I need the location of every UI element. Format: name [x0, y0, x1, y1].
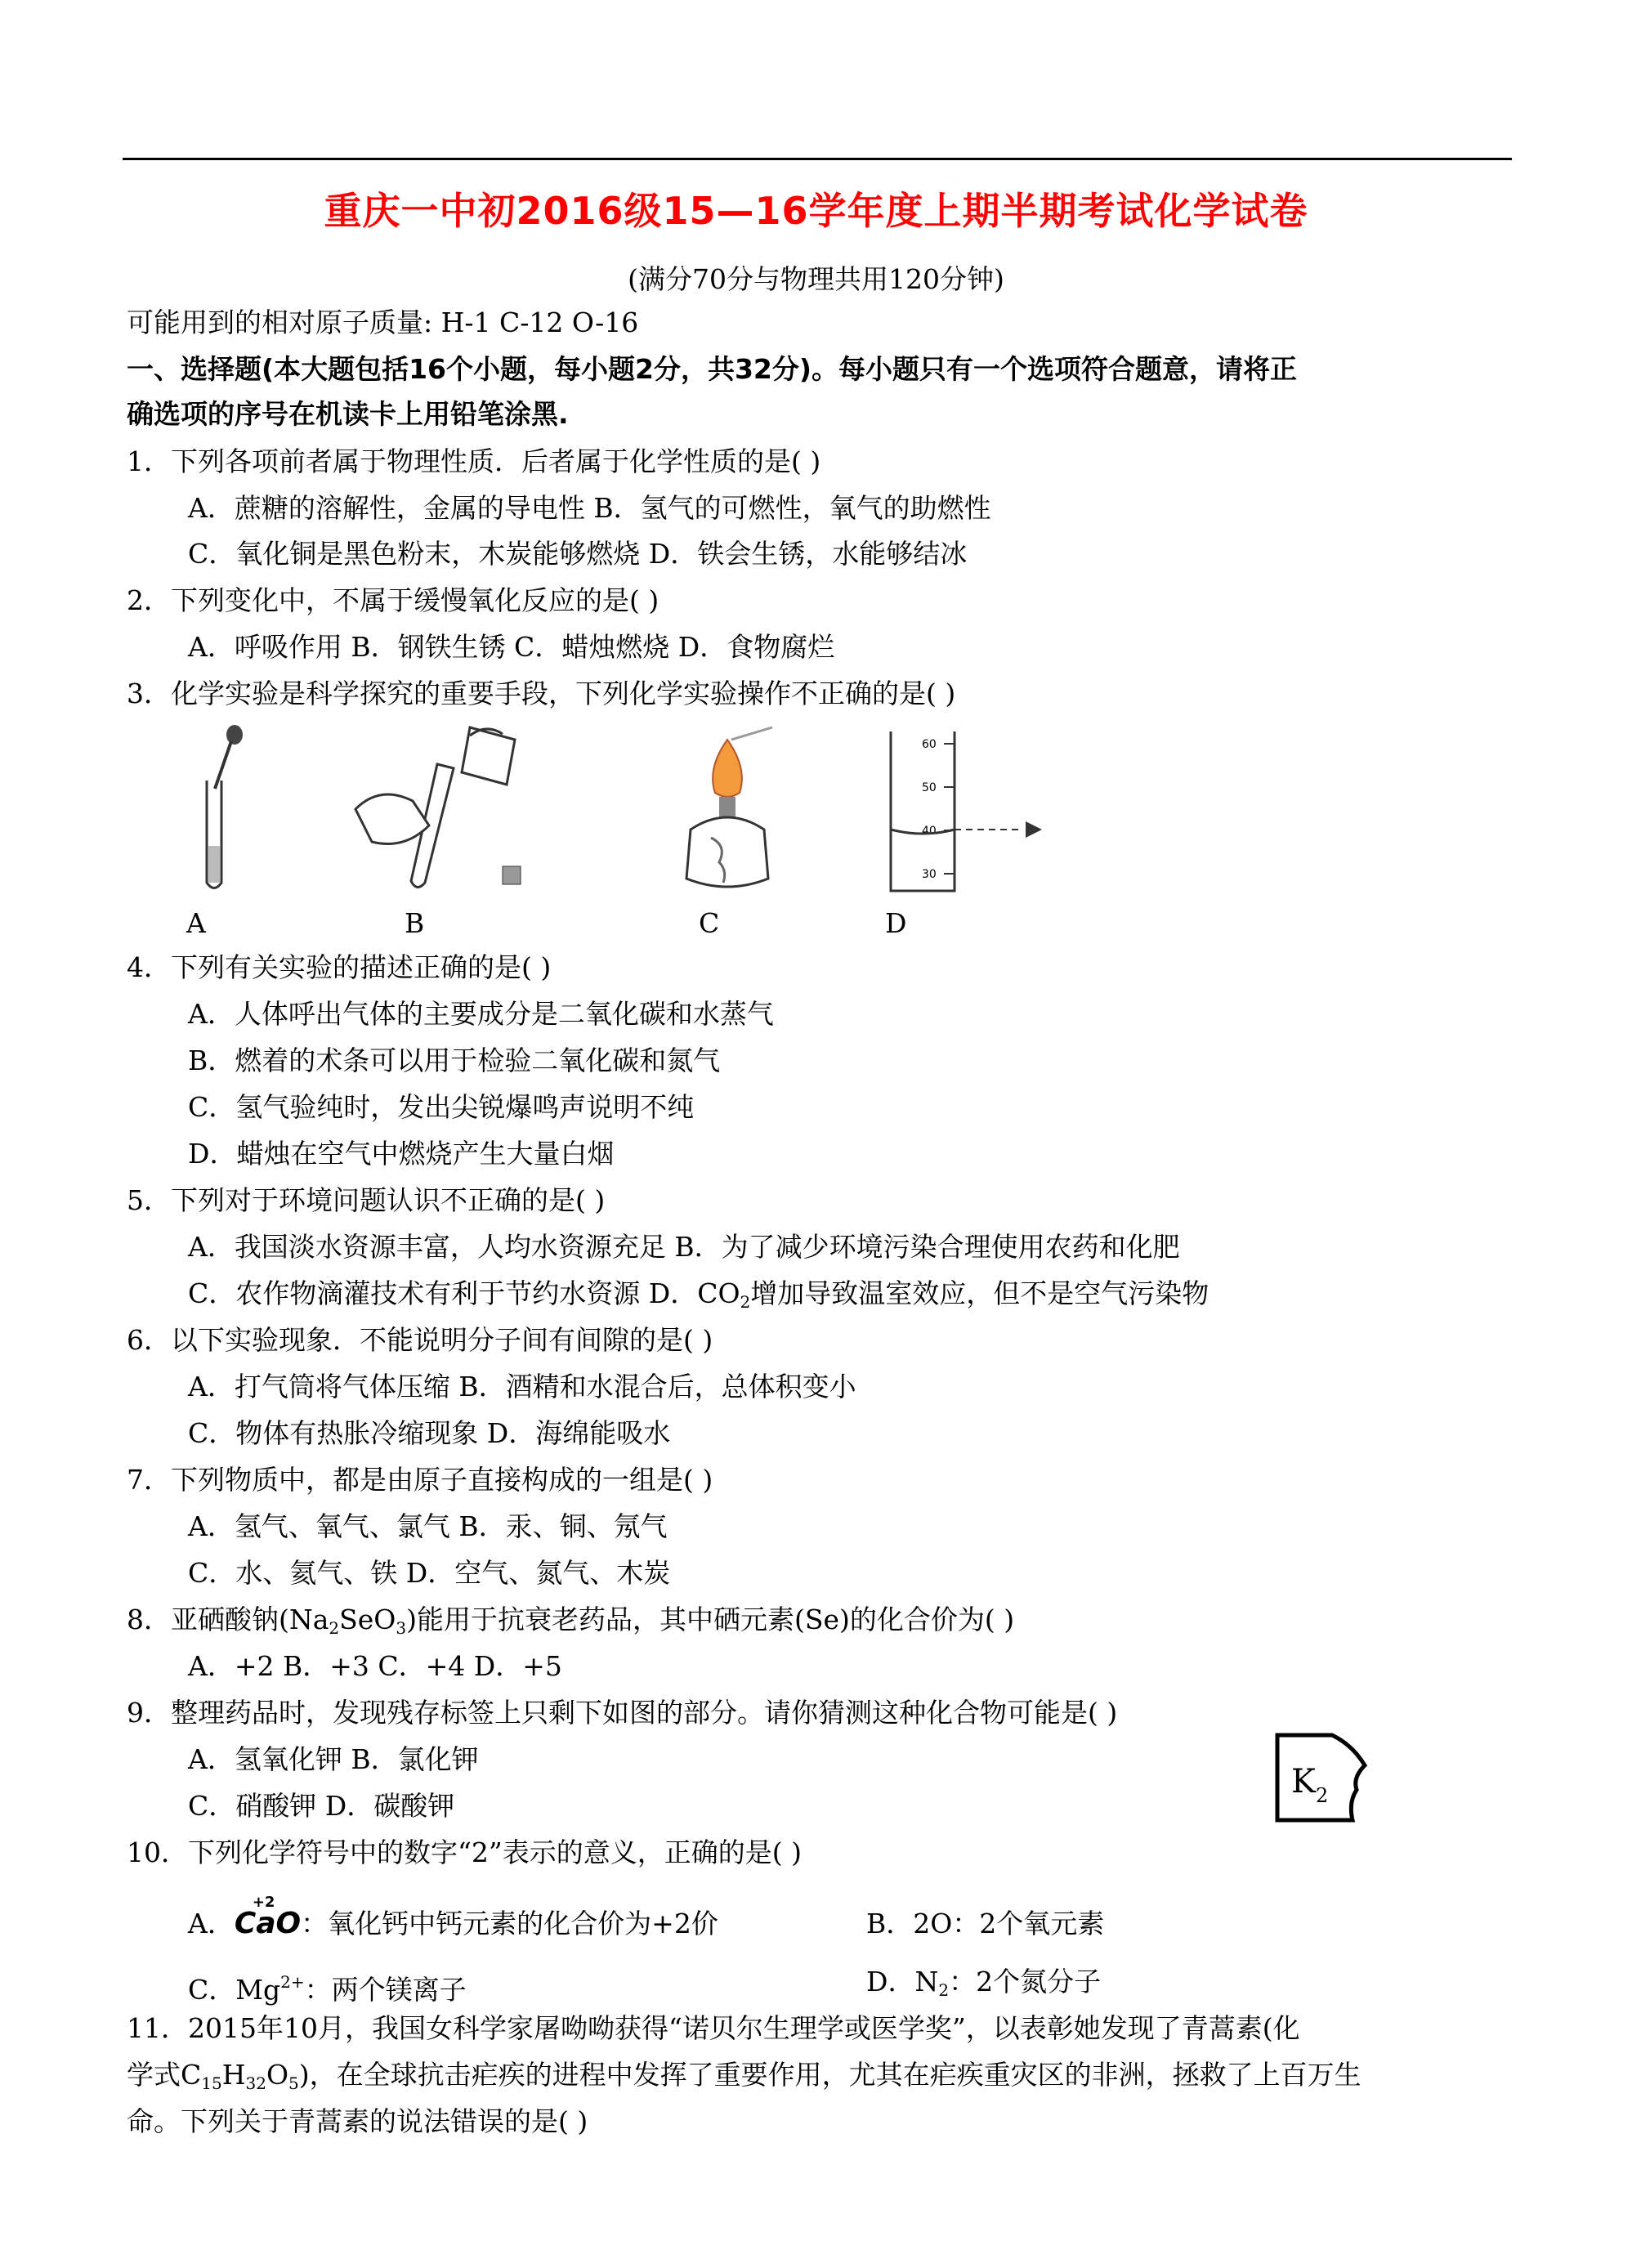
figure-torn-label — [1271, 1729, 1377, 1827]
q9-stem: 9．整理药品时，发现残存标签上只剩下如图的部分。请你猜测这种化合物可能是( ) — [127, 1697, 1118, 1729]
figure-b-pouring — [347, 719, 535, 895]
figure-label-b: B — [405, 907, 425, 939]
q1-options-ab: A．蔗糖的溶解性，金属的导电性 B．氢气的可燃性，氧气的助燃性 — [188, 492, 991, 524]
q10-option-c-part1: C．Mg — [188, 1974, 281, 2006]
figure-a-dropper — [192, 723, 249, 895]
q1-options-cd: C．氧化铜是黑色粉末，木炭能够燃烧 D．铁会生锈，水能够结冰 — [188, 538, 968, 570]
page-title: 重庆一中初2016级15—16学年度上期半期考试化学试卷 — [324, 189, 1308, 233]
q9-options-ab: A．氢氧化钾 B．氯化钾 — [188, 1743, 479, 1775]
q8-stem — [127, 1602, 1014, 1646]
q4-option-b: B．燃着的术条可以用于检验二氧化碳和氮气 — [188, 1045, 721, 1076]
q9-options-cd: C．硝酸钾 D．碳酸钾 — [188, 1790, 455, 1822]
atomic-masses: 可能用到的相对原子质量: H-1 C-12 O-16 — [127, 306, 639, 338]
header-rule — [123, 158, 1512, 160]
q10-option-d-part2: ：2个氮分子 — [949, 1966, 1102, 1997]
q10-option-a-prefix: A． — [188, 1908, 235, 1939]
q7-options-ab: A．氢气、氧气、氯气 B．汞、铜、氖气 — [188, 1510, 668, 1542]
q2-options: A．呼吸作用 B．钢铁生锈 C．蜡烛燃烧 D．食物腐烂 — [188, 631, 835, 663]
q5-opt-cd-part2: 增加导致温室效应，但不是空气污染物 — [750, 1277, 1209, 1309]
q8-sub-1: 2 — [329, 1618, 340, 1638]
q10-option-d — [866, 1964, 1101, 2008]
q7-options-cd: C．水、氦气、铁 D．空气、氮气、木炭 — [188, 1557, 671, 1589]
label-k: K — [1291, 1763, 1316, 1801]
figure-label-a: A — [186, 907, 206, 939]
q11-line1: 11．2015年10月，我国女科学家屠呦呦获得“诺贝尔生理学或医学奖”，以表彰她发现了青蒿素(化 — [127, 2012, 1300, 2044]
scale-label-50: 50 — [922, 781, 937, 794]
q10-option-a-text: ：氧化钙中钙元素的化合价为+2价 — [301, 1908, 718, 1939]
q5-opt-cd-part1: C．农作物滴灌技术有利于节约水资源 D．CO — [188, 1277, 740, 1309]
q8-stem-part3: )能用于抗衰老药品，其中硒元素(Se)的化合价为( ) — [406, 1604, 1015, 1635]
q5-options-cd — [188, 1276, 1209, 1320]
q4-option-c: C．氢气验纯时，发出尖锐爆鸣声说明不纯 — [188, 1091, 695, 1123]
q10-valence-charge: +2 — [252, 1894, 275, 1911]
q11-sub-h: 32 — [245, 2073, 266, 2093]
q11-line2 — [127, 2057, 1361, 2101]
q10-n2-subscript: 2 — [938, 1980, 950, 2000]
q4-stem: 4．下列有关实验的描述正确的是( ) — [127, 951, 552, 983]
q11-sub-o: 5 — [288, 2073, 299, 2093]
q8-sub-2: 3 — [396, 1618, 407, 1638]
scale-label-40: 40 — [922, 825, 937, 838]
q10-mg-charge: 2+ — [280, 1972, 305, 1992]
q8-options: A．+2 B．+3 C．+4 D．+5 — [188, 1650, 562, 1682]
q4-option-d: D．蜡烛在空气中燃烧产生大量白烟 — [188, 1138, 615, 1170]
q6-options-cd: C．物体有热胀冷缩现象 D．海绵能吸水 — [188, 1417, 671, 1449]
q6-options-ab: A．打气筒将气体压缩 B．酒精和水混合后，总体积变小 — [188, 1371, 856, 1402]
scale-label-30: 30 — [922, 868, 937, 881]
q10-stem: 10．下列化学符号中的数字“2”表示的意义，正确的是( ) — [127, 1836, 802, 1868]
q11-line3: 命。下列关于青蒿素的说法错误的是( ) — [127, 2105, 588, 2137]
figure-label-c: C — [699, 907, 720, 939]
figure-label-d: D — [885, 907, 907, 939]
q5-options-ab: A．我国淡水资源丰富，人均水资源充足 B．为了减少环境污染合理使用农药和化肥 — [188, 1231, 1180, 1263]
q5-co2-subscript: 2 — [740, 1292, 751, 1312]
q8-stem-part1: 8．亚硒酸钠(Na — [127, 1604, 329, 1635]
figure-c-alcohol-lamp — [674, 723, 780, 895]
figure-d-cylinder — [866, 731, 1050, 895]
label-k-subscript: 2 — [1316, 1784, 1329, 1807]
q11-l2-part3: O — [266, 2059, 288, 2091]
q1-stem: 1．下列各项前者属于物理性质．后者属于化学性质的是( ) — [127, 445, 821, 477]
q4-option-a: A．人体呼出气体的主要成分是二氧化碳和水蒸气 — [188, 998, 774, 1030]
q11-l2-part2: H — [221, 2059, 246, 2091]
q10-option-a — [188, 1894, 718, 1942]
scale-label-60: 60 — [922, 738, 937, 751]
q3-stem: 3．化学实验是科学探究的重要手段，下列化学实验操作不正确的是( ) — [127, 678, 956, 709]
q8-stem-part2: SeO — [339, 1604, 396, 1635]
q11-l2-part4: )，在全球抗击疟疾的进程中发挥了重要作用，尤其在疟疾重灾区的非洲，拯救了上百万生 — [298, 2059, 1361, 2091]
q10-option-c-part2: ：两个镁离子 — [304, 1974, 467, 2006]
q7-stem: 7．下列物质中，都是由原子直接构成的一组是( ) — [127, 1464, 713, 1496]
section-instructions-line1: 一、选择题(本大题包括16个小题，每小题2分，共32分)。每小题只有一个选项符合题意，请将正 — [127, 353, 1297, 385]
q6-stem: 6．以下实验现象．不能说明分子间有间隙的是( ) — [127, 1324, 713, 1356]
q10-option-d-part1: D．N — [866, 1966, 939, 1997]
q10-option-c — [188, 1964, 467, 2008]
page-subtitle: (满分70分与物理共用120分钟) — [628, 263, 1004, 295]
q10-option-b: B．2O：2个氧元素 — [866, 1908, 1105, 1939]
q11-l2-part1: 学式C — [127, 2059, 202, 2091]
q10-formula-cao: CaO — [234, 1907, 302, 1940]
q2-stem: 2．下列变化中，不属于缓慢氧化反应的是( ) — [127, 584, 660, 616]
section-instructions-line2: 确选项的序号在机读卡上用铅笔涂黑. — [127, 398, 569, 430]
q5-stem: 5．下列对于环境问题认识不正确的是( ) — [127, 1184, 606, 1216]
q11-sub-c: 15 — [201, 2073, 222, 2093]
